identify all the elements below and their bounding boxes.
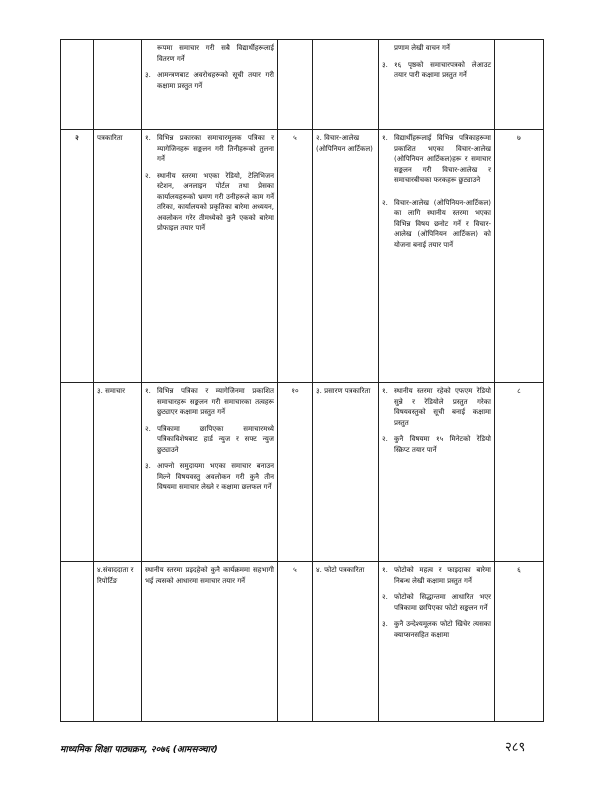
hours-cell [278,40,313,130]
table-row [61,562,544,722]
list-item: १. विद्यार्थीहरूलाई विभिन्न पत्रिकाहरूमा प्रकाशित भएका विचार-आलेख (ओपिनियन आर्टिकल)हरू र समाचार सङ्कलन गरी विचार-आलेख र समाचारबीचका फरकहरू छुट्याउने [382,134,491,184]
subtopic-cell [313,40,379,130]
list-item: ३. १६ पृष्ठको समाचारपत्रको लेआउट तयार पारी कक्षामा प्रस्तुत गर्ने [382,60,491,79]
activities-cell [142,130,278,383]
list-item: ३. आमन्त्रणबाट अवरोधहरूको सूची तयार गरी कक्षामा प्रस्तुत गर्ने [145,71,274,90]
list-item: २. पत्रिकामा छापिएका समाचारमध्ये पत्रिकाविशेषबाट हार्ड न्युज र सफ्ट न्युज छुट्याउने [145,424,274,454]
unit-number-cell [61,40,94,130]
activities-cell [142,383,278,562]
table-row [61,130,544,383]
hours-cell: ५ [278,130,313,383]
grade-cell: ६ [495,562,544,722]
unit-number-cell [61,383,94,562]
projects-cell [379,383,495,562]
topic-cell: ४.संवाददाता र रिपोर्टिङ [94,562,142,722]
curriculum-table [60,39,544,722]
list-item: २. विचार-आलेख (ओपिनियन-आर्टिकल) का लागि स्थानीय स्तरमा भएका विभिन्न विषय छनोट गर्ने र विचार-आलेख (ओपिनियन आर्टिकल) को योजना बनाई तयार पार्ने [382,198,491,249]
list-item: रूपमा समाचार गरी सबै विद्यार्थीहरूलाई वितरण गर्ने [157,44,274,63]
subtopic-cell: २. विचार-आलेख (ओपिनियन आर्टिकल) [313,130,379,383]
subtopic-cell: ३. प्रसारण पत्रकारिता [313,383,379,562]
unit-number-cell: २ [61,130,94,383]
hours-cell: ५ [278,562,313,722]
grade-cell: ८ [495,383,544,562]
activities-cell [142,562,278,722]
table-row [61,40,544,130]
footer-title: माध्यमिक शिक्षा पाठ्यक्रम, २०७६ (आमसञ्चार) [60,745,218,755]
topic-cell: ३. समाचार [94,383,142,562]
unit-number-cell [61,562,94,722]
grade-cell [495,40,544,130]
projects-cell [379,40,495,130]
projects-cell [379,562,495,722]
page-number: २८९ [505,740,526,755]
list-item: २. कुनै विषयमा १५ मिनेटको रेडियो स्क्रिप्ट तयार पार्ने [382,435,491,454]
list-item: १. विभिन्न प्रकारका समाचारमूलक पत्रिका र म्यागेजिनहरू सङ्कलन गरी तिनीहरूको तुलना गर्ने [145,134,274,163]
projects-cell [379,130,495,383]
list-item: १. स्थानीय स्तरमा रहेको एफएम रेडियो सुन्ने र रेडियोले प्रस्तुत गरेका विषयवस्तुको सूची बनाई कक्षामा प्रस्तुत [382,387,491,427]
list-item: २. फोटोको सिद्धान्तमा आधारित भएर पत्रिकामा छापिएका फोटो सङ्कलन गर्ने [382,593,491,612]
list-item: १. फोटोको महत्व र फाइदाका बारेमा निबन्ध लेखी कक्षामा प्रस्तुत गर्ने [382,566,491,585]
topic-cell: पत्रकारिता [94,130,142,383]
table-row [61,383,544,562]
topic-cell [94,40,142,130]
list-item: ३. आफ्नो समुदायमा भएका समाचार बनाउन मिल्ने विषयवस्तु अवलोकन गरी कुनै तीन विषयमा समाचार लेख्ने र कक्षामा छलफल गर्ने [145,462,274,491]
hours-cell: १० [278,383,313,562]
grade-cell: ७ [495,130,544,383]
list-item: प्रणाम लेखी वाचन गर्ने [394,44,450,52]
list-item: १. विभिन्न पत्रिका र म्यागेजिनमा प्रकाशित समाचारहरू सङ्कलन गरी समाचारका तत्वहरू छुट्याएर कक्षामा प्रस्तुत गर्ने [145,387,274,416]
list-item: ३. कुनै उन्देश्यमूलक फोटो खिचेर त्यसका क्याप्सनसहित कक्षामा [382,620,491,639]
activity-text: स्थानीय स्तरमा प्रइदहेको कुनै कार्यक्रममा सहभागी भई त्यसको आधारमा समाचार तयार गर्ने [145,566,274,585]
activities-cell [142,40,278,130]
subtopic-cell: ४. फोटो पत्रकारिता [313,562,379,722]
list-item: २. स्थानीय स्तरमा भएका रेडियो, टेलिभिजन स्टेशन, अनलाइन पोर्टल तथा प्रेसका कार्यालयहरूको भ्रमण गरी उनीहरूले काम गर्ने तरिका, कार्यालयको प्रकृतिका बारेमा अध्ययन, अवलोकन गरेर तीमध्येको कुनै एकको बारेमा प्रोफाइल तयार पार्ने [145,171,274,232]
